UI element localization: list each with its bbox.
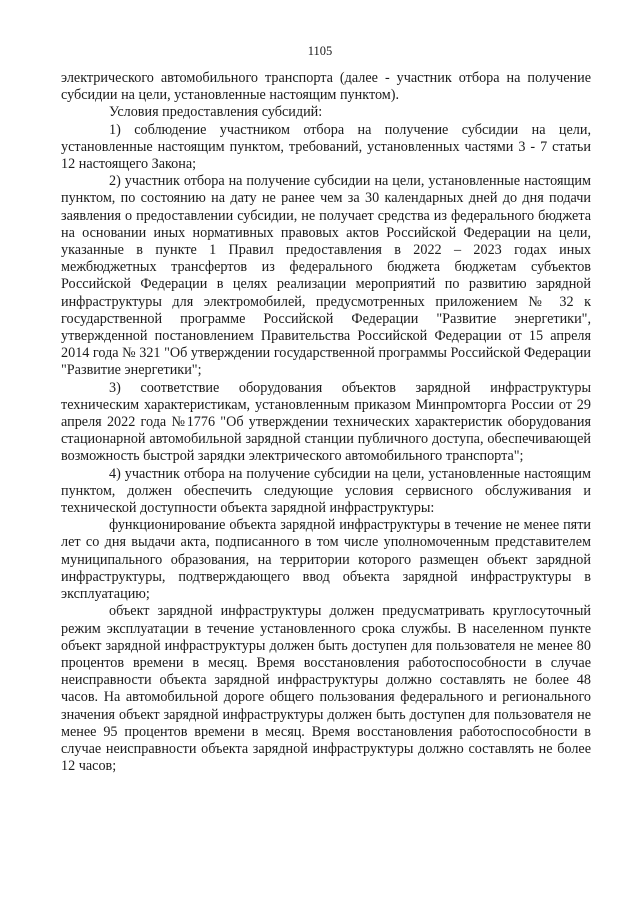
paragraph-availability: объект зарядной инфраструктуры должен предусматривать круглосуточный режим эксплуатации в течение установленного срока службы. В населенном пункте объект зарядной инфраструктуры должен быть доступен для пользователя не менее 80 процентов времени в месяц. Время восстановления работоспособности в случае неисправности объекта зарядной инфраструктуры должно составлять не более 48 часов. На автомобильной дороге общего пользования федерального и регионального значения объект зарядной инфраструктуры должен быть доступен для пользователя не менее 95 процентов времени в месяц. Время восстановления работоспособности в случае неисправности объекта зарядной инфраструктуры должно составлять не более 12 часов; bbox=[61, 603, 591, 775]
page-number: 1105 bbox=[307, 44, 333, 58]
paragraph-condition-2: 2) участник отбора на получение субсидии на цели, установленные настоящим пунктом, по состоянию на дату не ранее чем за 30 календарных дней до дня подачи заявления о предоставлении субсидии, не получает средства из федерального бюджета на основании иных нормативных правовых актов Российской Федерации на цели, указанные в пункте 1 Правил предоставления в 2022 – 2023 годах иных межбюджетных трансфертов из федерального бюджета бюджетам субъектов Российской Федерации в целях реализации мероприятий по развитию зарядной инфраструктуры для электромобилей, предусмотренных приложением № 32 к государственной программе Российской Федерации "Развитие энергетики", утвержденной постановлением Правительства Российской Федерации от 15 апреля 2014 года № 321 "Об утверждении государственной программы Российской Федерации "Развитие энергетики"; bbox=[61, 173, 591, 379]
document-body bbox=[61, 70, 591, 775]
paragraph-continuation: электрического автомобильного транспорта (далее - участник отбора на получение субсидии на цели, установленные настоящим пунктом). bbox=[61, 70, 591, 104]
paragraph-conditions-heading: Условия предоставления субсидий: bbox=[109, 104, 323, 121]
paragraph-condition-4: 4) участник отбора на получение субсидии на цели, установленные настоящим пунктом, должен обеспечить следующие условия сервисного обслуживания и технической доступности объекта зарядной инфраструктуры: bbox=[61, 465, 591, 517]
paragraph-operation-term: функционирование объекта зарядной инфраструктуры в течение не менее пяти лет со дня выдачи акта, подписанного в том числе уполномоченным представителем муниципального образования, на территории которого размещен объект зарядной инфраструктуры, подтверждающего ввод объекта зарядной инфраструктуры в эксплуатацию; bbox=[61, 517, 591, 603]
paragraph-condition-3: 3) соответствие оборудования объектов зарядной инфраструктуры техническим характеристикам, установленным приказом Минпромторга России от 29 апреля 2022 года №1776 "Об утверждении технических характеристик оборудования стационарной автомобильной зарядной станции публичного доступа, обеспечивающей возможность быстрой зарядки электрического автомобильного транспорта"; bbox=[61, 379, 591, 465]
paragraph-condition-1: 1) соблюдение участником отбора на получение субсидии на цели, установленные настоящим пунктом, требований, установленных частями 3 - 7 статьи 12 настоящего Закона; bbox=[61, 121, 591, 173]
